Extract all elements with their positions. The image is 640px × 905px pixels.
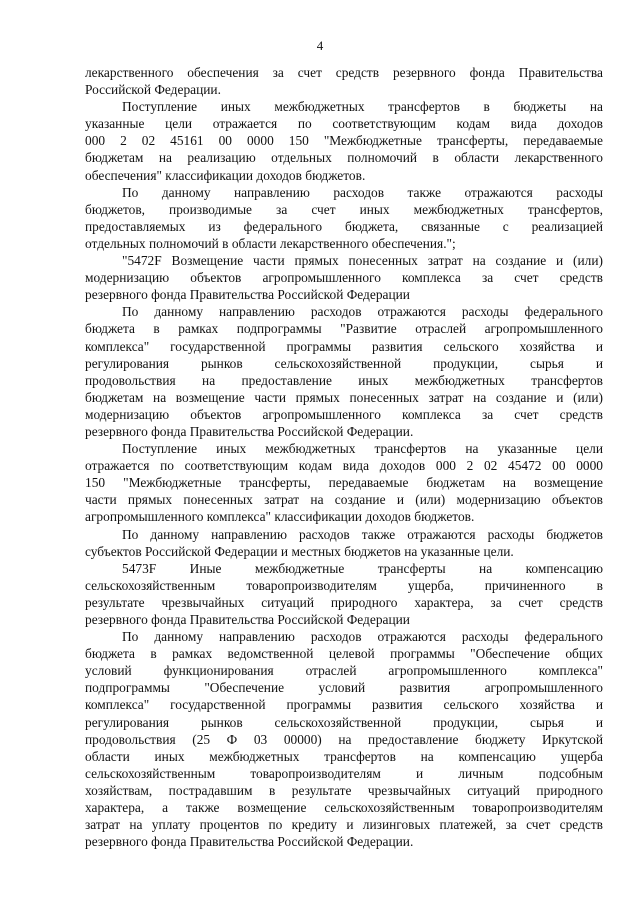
text-line: резервного фонда Правительства Российской Федерации.	[85, 423, 414, 439]
page-number: 4	[316, 38, 324, 53]
text-line: резервного фонда Правительства Российской Федерации	[85, 612, 410, 627]
text-line: Российской Федерации.	[85, 82, 221, 98]
text-line: обеспечения" классификации доходов бюджетов.	[85, 167, 366, 183]
text-line: "5472F Возмещение части прямых понесенных затрат на создание и (или)	[122, 253, 603, 269]
text-line: условий функционирования отраслей агропромышленного комплекса"	[85, 663, 603, 679]
text-line: 000 2 02 45161 00 0000 150 "Межбюджетные трансферты, передаваемые	[85, 133, 603, 149]
text-line: отдельных полномочий в области лекарственного обеспечения.";	[85, 235, 456, 251]
text-line: отражается по соответствующим кодам вида доходов 000 2 02 45472 00 0000	[85, 458, 603, 474]
text-line: подпрограммы "Обеспечение условий развития агропромышленного	[85, 680, 603, 696]
text-line: лекарственного обеспечения за счет средств резервного фонда Правительства	[85, 65, 603, 80]
text-line: бюджета в рамках ведомственной целевой программы "Обеспечение общих	[85, 646, 603, 662]
text-line: бюджетам на возмещение части прямых понесенных затрат на создание и (или)	[85, 389, 603, 405]
text-line: агропромышленного комплекса" классификации доходов бюджетов.	[85, 509, 475, 525]
text-line: бюджета в рамках подпрограммы "Развитие отраслей агропромышленного	[85, 321, 603, 337]
text-line: модернизацию объектов агропромышленного комплекса за счет средств	[85, 406, 603, 422]
text-line: По данному направлению расходов отражаются расходы федерального	[122, 629, 603, 645]
text-line: Поступление иных межбюджетных трансфертов на указанные цели	[122, 441, 603, 457]
text-line: регулирования рынков сельскохозяйственной продукции, сырья и	[85, 714, 603, 730]
text-line: характера, а также возмещение сельскохозяйственным товаропроизводителям	[85, 800, 603, 816]
text-line: По данному направлению расходов также отражаются расходы бюджетов	[122, 526, 603, 542]
text-line: комплекса" государственной программы развития сельского хозяйства и	[85, 338, 603, 354]
text-line: бюджетам на реализацию отдельных полномочий в области лекарственного	[85, 150, 603, 166]
text-line: продовольствия (25 Ф 03 00000) на предоставление бюджету Иркутской	[85, 731, 603, 747]
text-line: 150 "Межбюджетные трансферты, передаваемые бюджетам на возмещение	[85, 475, 603, 491]
text-line: резервного фонда Правительства Российской Федерации	[85, 287, 410, 303]
text-line: регулирования рынков сельскохозяйственной продукции, сырья и	[85, 355, 603, 371]
document-body	[85, 64, 603, 850]
text-line: резервного фонда Правительства Российской Федерации.	[85, 834, 414, 850]
text-line: сельскохозяйственным товаропроизводителям и личным подсобным	[85, 765, 603, 781]
text-line: хозяйствам, пострадавшим в результате чрезвычайных ситуаций природного	[85, 782, 603, 798]
text-line: модернизацию объектов агропромышленного комплекса за счет средств	[85, 270, 603, 286]
text-line: затрат на уплату процентов по кредиту и лизинговых платежей, за счет средств	[85, 817, 603, 833]
text-line: результате чрезвычайных ситуаций природного характера, за счет средств	[85, 594, 603, 610]
text-line: По данному направлению расходов также отражаются расходы	[122, 184, 603, 200]
text-line: указанные цели отражается по соответствующим кодам вида доходов	[85, 116, 603, 132]
text-line: бюджетов, производимые за счет иных межбюджетных трансфертов,	[85, 201, 603, 217]
text-line: области иных межбюджетных трансфертов на компенсацию ущерба	[85, 748, 603, 764]
text-line: Поступление иных межбюджетных трансфертов в бюджеты на	[122, 99, 603, 115]
text-line: сельскохозяйственным товаропроизводителям ущерба, причиненного в	[85, 577, 603, 593]
text-line: части прямых понесенных затрат на создание и (или) модернизацию объектов	[85, 492, 603, 508]
text-line: комплекса" государственной программы развития сельского хозяйства и	[85, 697, 603, 713]
text-line: субъектов Российской Федерации и местных бюджетов на указанные цели.	[85, 543, 514, 559]
text-line: По данному направлению расходов отражаются расходы федерального	[122, 304, 603, 320]
text-line: продовольствия на предоставление иных межбюджетных трансфертов	[85, 372, 603, 388]
text-line: 5473F Иные межбюджетные трансферты на компенсацию	[122, 560, 603, 576]
text-line: предоставляемых из федерального бюджета, связанные с реализацией	[85, 218, 603, 234]
